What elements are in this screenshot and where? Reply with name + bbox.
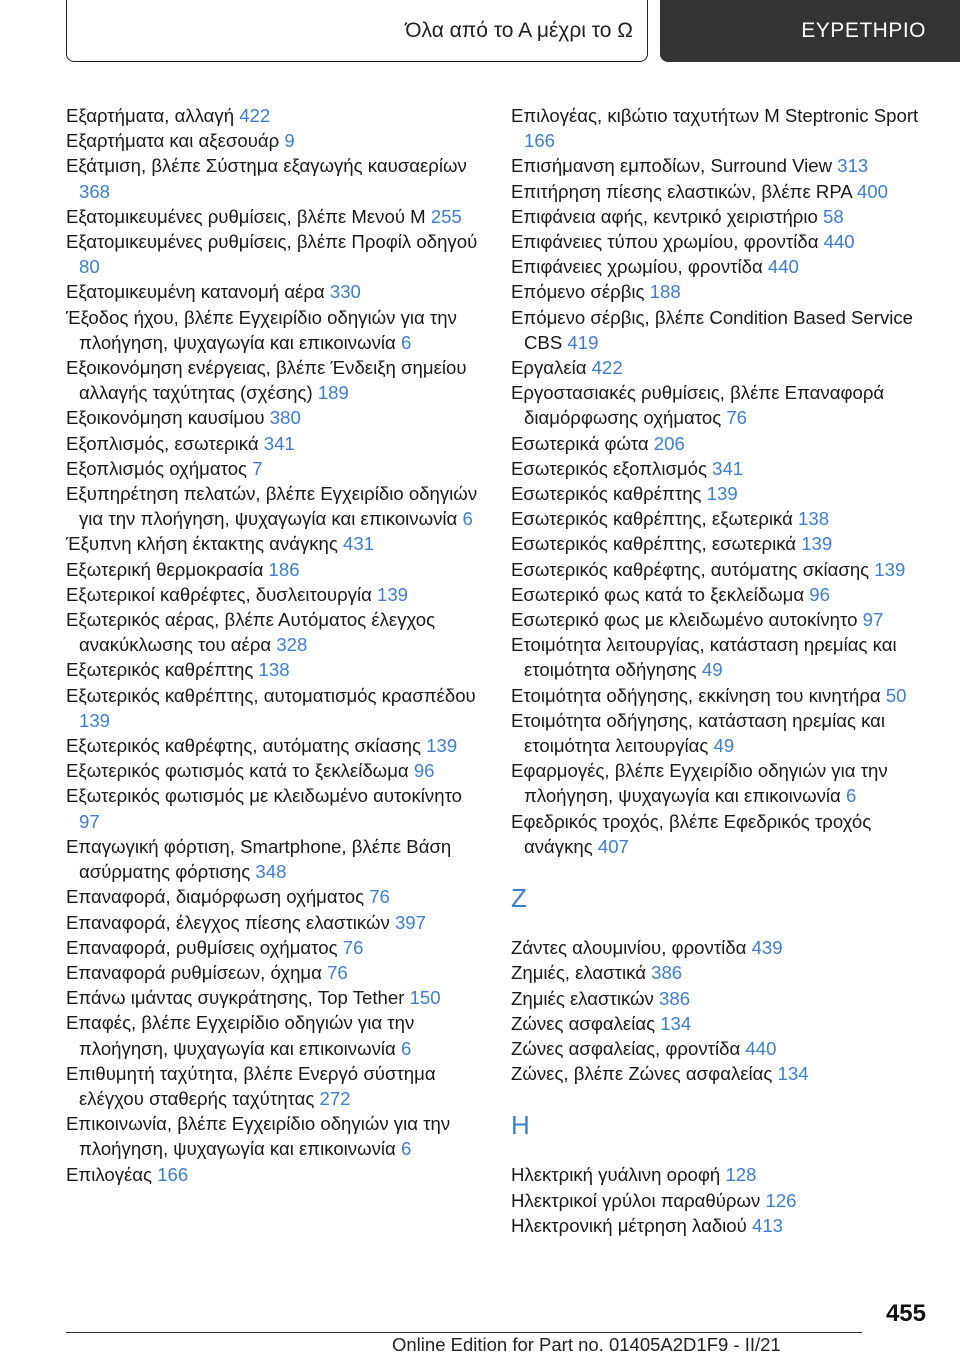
index-entry <box>66 683 486 733</box>
index-entry-page-link[interactable]: 96 <box>413 760 435 782</box>
index-entry-term: Εσωτερικό φως με κλειδωμένο αυτοκίνητο <box>511 609 863 631</box>
index-entry <box>511 632 926 682</box>
index-entry-term: Εξυπηρέτηση πελατών, βλέπε Εγχειρίδιο οδηγιών για την πλοήγηση, ψυχαγωγία και επικοινωνία <box>66 483 478 530</box>
index-entry <box>66 657 486 682</box>
index-entry <box>66 834 486 884</box>
index-entry <box>511 758 926 808</box>
index-entry-term: Επόμενο σέρβις <box>511 281 650 303</box>
index-entry-term: Επιφάνειες τύπου χρωμίου, φροντίδα <box>511 231 824 253</box>
index-entry <box>511 279 926 304</box>
index-entry <box>511 582 926 607</box>
index-entry-term: Ζημιές, ελαστικά <box>511 962 652 984</box>
index-entry-page-link[interactable]: 139 <box>706 483 738 505</box>
index-entry-page-link[interactable]: 341 <box>712 457 744 479</box>
index-entry-term: Ηλεκτρικοί γρύλοι παραθύρων <box>511 1189 766 1211</box>
index-entry-term: Εσωτερικό φως κατά το ξεκλείδωμα <box>511 583 810 605</box>
index-group-z <box>511 935 926 1086</box>
index-entry-page-link[interactable]: 6 <box>845 785 857 807</box>
index-entry <box>66 431 486 456</box>
index-entry-term: Έξυπνη κλήση έκτακτης ανάγκης <box>66 533 344 555</box>
index-entry <box>511 557 926 582</box>
index-entry-term: Επικοινωνία, βλέπε Εγχειρίδιο οδηγιών για την πλοήγηση, ψυχαγωγία και επικοινωνία <box>66 1113 451 1160</box>
index-entry-term: Εξωτερικός φωτισμός κατά το ξεκλείδωμα <box>66 760 414 782</box>
index-entry-page-link[interactable]: 166 <box>524 130 556 152</box>
index-entry <box>66 355 486 405</box>
index-entry-page-link[interactable]: 413 <box>751 1214 784 1236</box>
index-entry <box>511 708 926 758</box>
index-entry <box>66 153 486 203</box>
index-entry <box>66 128 486 153</box>
index-entry-page-link[interactable]: 397 <box>394 911 426 933</box>
index-entry <box>511 153 926 178</box>
index-entry <box>66 1162 486 1187</box>
index-entry-page-link[interactable]: 96 <box>809 583 830 605</box>
index-entry-term: Εξατομικευμένες ρυθμίσεις, βλέπε Προφίλ οδηγού <box>66 231 478 253</box>
index-entry-page-link[interactable]: 97 <box>862 609 884 631</box>
index-entry <box>511 103 926 153</box>
index-entry-page-link[interactable]: 6 <box>462 508 473 530</box>
index-entry-page-link[interactable]: 76 <box>342 936 364 958</box>
index-entry-term: Εξατομικευμένη κατανομή αέρα <box>66 281 330 303</box>
index-entry <box>511 935 926 960</box>
index-entry-page-link[interactable]: 49 <box>713 735 735 757</box>
index-entry-term: Εσωτερικός καθρέπτης <box>511 483 707 505</box>
index-entry <box>511 204 926 229</box>
index-entry-page-link[interactable]: 139 <box>79 709 111 731</box>
index-entry <box>66 405 486 430</box>
index-entry <box>511 607 926 632</box>
index-entry <box>66 783 486 833</box>
index-entry-page-link[interactable]: 419 <box>567 331 599 353</box>
index-entry <box>66 279 486 304</box>
index-entry-term: Εξοικονόμηση ενέργειας, βλέπε Ένδειξη σημείου αλλαγής ταχύτητας (σχέσης) <box>66 357 467 404</box>
index-entry <box>511 1213 926 1238</box>
index-entry-term: Ζημιές ελαστικών <box>511 987 660 1009</box>
index-entry <box>66 935 486 960</box>
index-entry-page-link[interactable]: 440 <box>823 231 855 253</box>
index-entry-page-link[interactable]: 431 <box>343 533 375 555</box>
index-entry-page-link[interactable]: 313 <box>837 155 869 177</box>
index-entry-page-link[interactable]: 255 <box>430 205 462 227</box>
index-entry-page-link[interactable]: 6 <box>400 1138 412 1160</box>
index-entry-term: Εξαρτήματα και αξεσουάρ <box>66 130 285 152</box>
index-entry-page-link[interactable]: 128 <box>725 1164 757 1186</box>
index-entry-page-link[interactable]: 76 <box>327 961 348 983</box>
index-entry-page-link[interactable]: 150 <box>409 987 441 1009</box>
index-entry-term: Εξωτερική θερμοκρασία <box>66 558 269 580</box>
index-entry-page-link[interactable]: 7 <box>252 457 263 479</box>
index-entry-term: Εξαρτήματα, αλλαγή <box>66 105 240 126</box>
index-entry-term: Επαφές, βλέπε Εγχειρίδιο οδηγιών για την πλοήγηση, ψυχαγωγία και επικοινωνία <box>66 1012 415 1059</box>
index-entry <box>511 683 926 708</box>
index-entry-term: Επιθυμητή ταχύτητα, βλέπε Ενεργό σύστημα ελέγχου σταθερής ταχύτητας <box>66 1062 436 1109</box>
index-entry-term: Εργοστασιακές ρυθμίσεις, βλέπε Επαναφορά διαμόρφωσης οχήματος <box>511 382 885 429</box>
index-entry <box>66 758 486 783</box>
index-entry-term: Εσωτερικός καθρέπτης, εσωτερικά <box>511 533 802 555</box>
index-entry-page-link[interactable]: 386 <box>659 987 691 1009</box>
index-entry <box>66 960 486 985</box>
index-entry-page-link[interactable]: 328 <box>276 634 308 656</box>
index-entry-page-link[interactable]: 272 <box>319 1087 351 1109</box>
header-tab-index[interactable] <box>660 0 960 62</box>
index-entry <box>66 733 486 758</box>
index-entry-page-link[interactable]: 348 <box>255 861 287 883</box>
index-entry-page-link[interactable]: 186 <box>268 558 300 580</box>
index-entry-term: Επιτήρηση πίεσης ελαστικών, βλέπε RPA <box>511 180 857 202</box>
index-entry <box>511 1011 926 1036</box>
index-entry-term: Ηλεκτρονική μέτρηση λαδιού <box>511 1214 752 1236</box>
index-entry-page-link[interactable]: 368 <box>79 180 111 202</box>
index-entry <box>66 305 486 355</box>
section-letter-h: H <box>511 1110 530 1141</box>
index-entry-term: Επαναφορά, έλεγχος πίεσης ελαστικών <box>66 911 395 933</box>
page-number: 455 <box>885 1300 926 1327</box>
index-entry <box>511 1162 926 1187</box>
index-entry-page-link[interactable]: 440 <box>745 1037 777 1059</box>
index-entry-page-link[interactable]: 422 <box>239 105 271 126</box>
index-entry-page-link[interactable]: 400 <box>856 180 888 202</box>
index-entry-page-link[interactable]: 330 <box>329 281 361 303</box>
index-entry-term: Έξοδος ήχου, βλέπε Εγχειρίδιο οδηγιών για την πλοήγηση, ψυχαγωγία και επικοινωνία <box>66 306 457 353</box>
index-entry-term: Εφαρμογές, βλέπε Εγχειρίδιο οδηγιών για την πλοήγηση, ψυχαγωγία και επικοινωνία <box>511 760 888 807</box>
index-entry-term: Εξοικονόμηση καυσίμου <box>66 407 270 429</box>
header-tab-index-label: ΕΥΡΕΤΗΡΙΟ <box>801 19 926 42</box>
index-entry <box>66 884 486 909</box>
index-entry <box>511 380 926 430</box>
page-header <box>0 0 960 64</box>
index-entry <box>511 506 926 531</box>
index-entry-term: Εσωτερικός καθρέπτης, εξωτερικά <box>511 508 799 530</box>
index-entry <box>66 607 486 657</box>
index-entry-page-link[interactable]: 6 <box>400 331 412 353</box>
index-entry <box>66 557 486 582</box>
index-entry <box>511 179 926 204</box>
index-entry-page-link[interactable]: 189 <box>317 382 349 404</box>
index-entry-page-link[interactable]: 97 <box>79 810 100 832</box>
index-entry-term: Ηλεκτρική γυάλινη οροφή <box>511 1164 726 1186</box>
index-entry-page-link[interactable]: 188 <box>649 281 681 303</box>
index-entry-term: Επαναφορά ρυθμίσεων, όχημα <box>66 961 328 983</box>
index-entry-page-link[interactable]: 341 <box>263 432 295 454</box>
index-entry-page-link[interactable]: 76 <box>369 886 390 908</box>
index-entry-page-link[interactable]: 380 <box>269 407 301 429</box>
index-entry <box>511 229 926 254</box>
index-entry-page-link[interactable]: 407 <box>597 835 629 857</box>
footer-edition-text: Online Edition for Part no. 01405A2D1F9 - II/21 <box>392 1334 781 1355</box>
index-entry-term: Ζώνες, βλέπε Ζώνες ασφαλείας <box>511 1063 778 1085</box>
header-tab-a-to-z[interactable] <box>66 0 648 62</box>
index-entry-page-link[interactable]: 166 <box>157 1163 189 1185</box>
index-entry-term: Εξωτερικός φωτισμός με κλειδωμένο αυτοκίνητο <box>66 785 462 807</box>
index-entry-page-link[interactable]: 138 <box>258 659 290 681</box>
index-entry-term: Εξοπλισμός, εσωτερικά <box>66 432 264 454</box>
index-entry <box>511 305 926 355</box>
index-entry-page-link[interactable]: 76 <box>726 407 748 429</box>
index-entry-term: Εξωτερικός αέρας, βλέπε Αυτόματος έλεγχος ανακύκλωσης του αέρα <box>66 609 436 656</box>
index-entry <box>511 809 926 859</box>
index-entry <box>511 431 926 456</box>
index-entry <box>511 254 926 279</box>
index-entry-term: Εξωτερικός καθρέπτης, αυτοματισμός κρασπέδου <box>66 684 476 706</box>
index-entry-term: Ζάντες αλουμινίου, φροντίδα <box>511 937 752 959</box>
header-tab-a-to-z-label: Όλα από το Α μέχρι το Ω <box>405 18 633 42</box>
index-entry-term: Εφεδρικός τροχός, βλέπε Εφεδρικός τροχός ανάγκης <box>511 810 872 857</box>
index-entry-term: Επαναφορά, διαμόρφωση οχήματος <box>66 886 370 908</box>
index-entry-page-link[interactable]: 50 <box>885 684 907 706</box>
index-entry-term: Εξάτμιση, βλέπε Σύστημα εξαγωγής καυσαερίων <box>66 155 467 177</box>
index-entry-term: Ζώνες ασφαλείας, φροντίδα <box>511 1037 746 1059</box>
index-entry <box>66 1061 486 1111</box>
index-entry-term: Εξωτερικός καθρέφτης, αυτόματης σκίασης <box>66 735 427 757</box>
index-entry <box>66 1111 486 1161</box>
index-entry-term: Ζώνες ασφαλείας <box>511 1012 661 1034</box>
index-entry-page-link[interactable]: 139 <box>874 558 906 580</box>
index-entry-page-link[interactable]: 6 <box>400 1037 412 1059</box>
index-entry-page-link[interactable]: 126 <box>765 1189 797 1211</box>
index-entry-term: Επάνω ιμάντας συγκράτησης, Top Tether <box>66 987 410 1009</box>
index-entry <box>511 986 926 1011</box>
index-entry-page-link[interactable]: 138 <box>798 508 830 530</box>
index-group-e-continued <box>511 103 926 859</box>
index-entry-term: Εξωτερικός καθρέπτης <box>66 659 259 681</box>
index-entry <box>511 355 926 380</box>
index-entry-term: Επιλογέας <box>66 1163 158 1185</box>
index-entry-page-link[interactable]: 206 <box>653 432 685 454</box>
index-entry-term: Εξωτερικοί καθρέφτες, δυσλειτουργία <box>66 583 377 605</box>
index-entry-page-link[interactable]: 422 <box>591 357 623 379</box>
index-entry-term: Επόμενο σέρβις, βλέπε Condition Based Service CBS <box>511 306 914 353</box>
index-entry <box>66 481 486 531</box>
index-entry-term: Επιλογέας, κιβώτιο ταχυτήτων M Steptronic Sport <box>511 105 919 126</box>
index-entry-term: Εσωτερικός καθρέφτης, αυτόματης σκίασης <box>511 558 875 580</box>
index-entry <box>66 103 486 128</box>
index-column-left <box>66 103 486 1187</box>
index-entry-page-link[interactable]: 440 <box>767 256 799 278</box>
index-entry <box>511 531 926 556</box>
index-entry <box>66 531 486 556</box>
footer-divider <box>66 1332 862 1333</box>
index-entry-term: Εσωτερικός εξοπλισμός <box>511 457 713 479</box>
index-entry-page-link[interactable]: 439 <box>751 937 783 959</box>
index-entry-page-link[interactable]: 139 <box>426 735 458 757</box>
index-entry <box>66 582 486 607</box>
footer-edition <box>392 1334 781 1356</box>
index-entry-page-link[interactable]: 58 <box>823 205 844 227</box>
index-entry-page-link[interactable]: 386 <box>651 962 683 984</box>
index-entry-term: Ετοιμότητα οδήγησης, εκκίνηση του κινητήρα <box>511 684 886 706</box>
index-entry <box>66 456 486 481</box>
index-group-h <box>511 1162 926 1238</box>
index-column-right <box>511 103 926 1238</box>
index-entry-term: Εσωτερικά φώτα <box>511 432 654 454</box>
index-entry-term: Επιφάνειες χρωμίου, φροντίδα <box>511 256 768 278</box>
index-entry-term: Επαγωγική φόρτιση, Smartphone, βλέπε Βάση ασύρματης φόρτισης <box>66 835 452 883</box>
index-entry <box>511 456 926 481</box>
index-entry <box>66 204 486 229</box>
index-entry-term: Επαναφορά, ρυθμίσεις οχήματος <box>66 936 343 958</box>
index-entry-term: Ετοιμότητα λειτουργίας, κατάσταση ηρεμίας και ετοιμότητα οδήγησης <box>511 634 897 681</box>
index-entry-page-link[interactable]: 139 <box>377 583 409 605</box>
index-entry-page-link[interactable]: 134 <box>660 1012 692 1034</box>
index-entry <box>511 1036 926 1061</box>
index-entry <box>66 910 486 935</box>
index-entry-page-link[interactable]: 80 <box>79 256 100 278</box>
index-entry <box>511 1061 926 1086</box>
index-entry <box>511 1188 926 1213</box>
section-letter-z: Z <box>511 883 527 914</box>
index-entry-page-link[interactable]: 139 <box>801 533 833 555</box>
index-entry-page-link[interactable]: 49 <box>701 659 723 681</box>
index-entry-term: Επιφάνεια αφής, κεντρικό χειριστήριο <box>511 205 824 227</box>
index-entry-term: Εργαλεία <box>511 357 592 379</box>
index-entry <box>511 960 926 985</box>
index-entry <box>511 481 926 506</box>
index-entry <box>66 985 486 1010</box>
index-entry-page-link[interactable]: 134 <box>777 1063 809 1085</box>
index-entry-term: Επισήμανση εμποδίων, Surround View <box>511 155 838 177</box>
index-entry-term: Ετοιμότητα οδήγησης, κατάσταση ηρεμίας και ετοιμότητα λειτουργίας <box>511 709 886 757</box>
index-entry-term: Εξατομικευμένες ρυθμίσεις, βλέπε Μενού M <box>66 205 431 227</box>
index-entry-page-link[interactable]: 9 <box>284 130 295 152</box>
index-entry <box>66 1010 486 1060</box>
index-entry <box>66 229 486 279</box>
index-entry-term: Εξοπλισμός οχήματος <box>66 457 253 479</box>
